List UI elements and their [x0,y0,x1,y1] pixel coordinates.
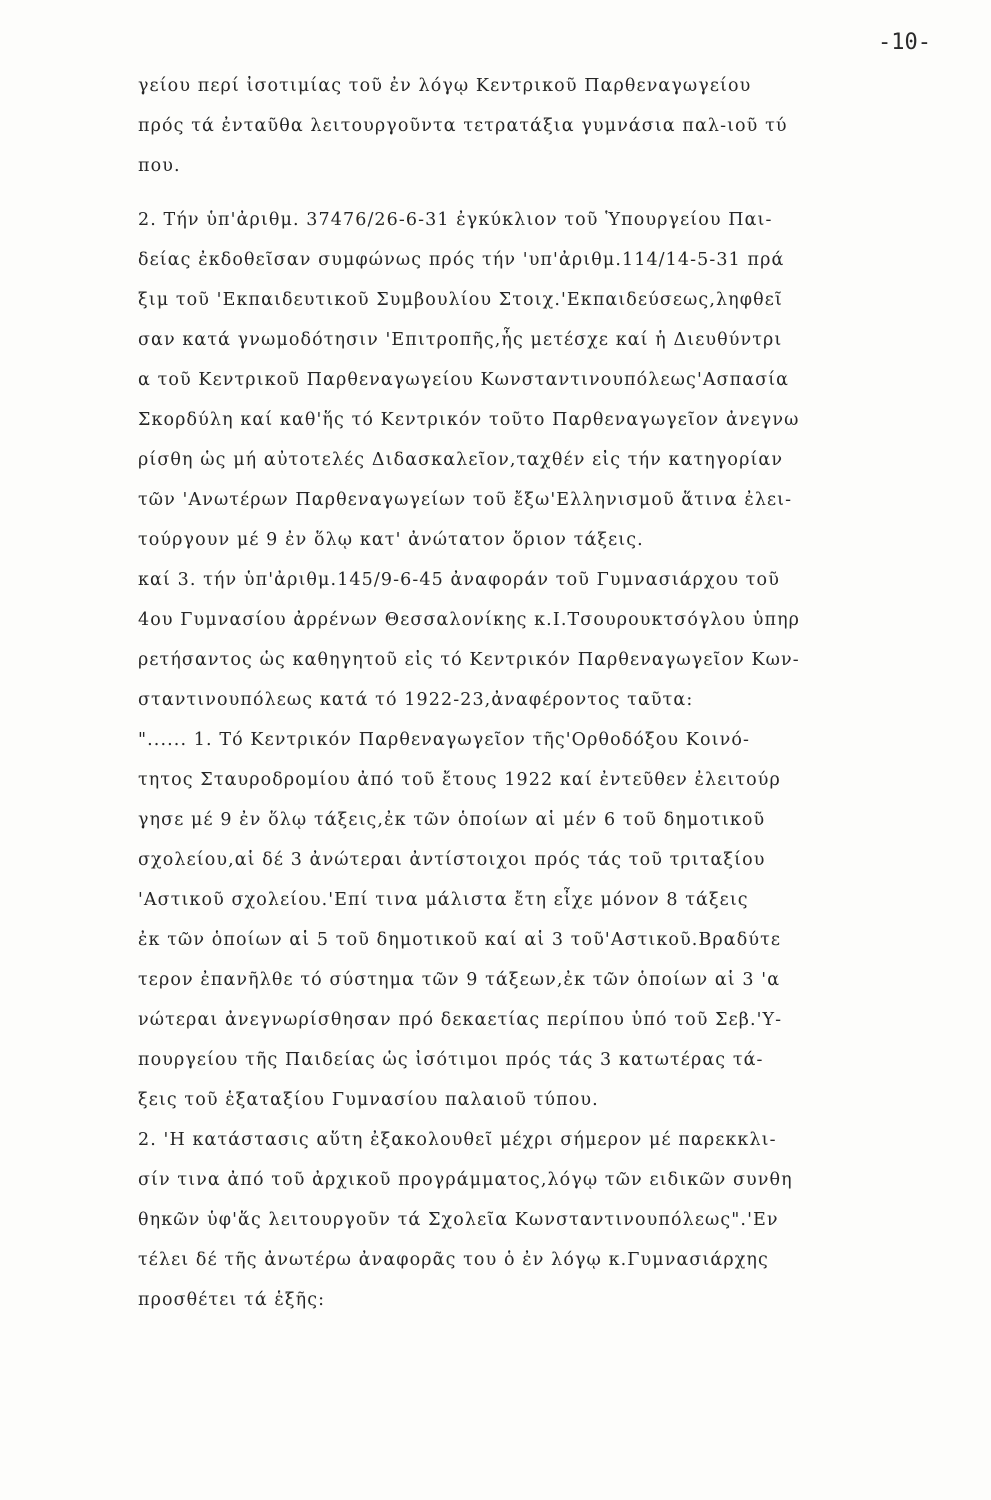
text-line: α τοῦ Κεντρικοῦ Παρθεναγωγείου Κωνσταντινουπόλεως'Ασπασία [138,370,790,390]
text-line: ξιμ τοῦ 'Εκπαιδευτικοῦ Συμβουλίου Στοιχ.'Εκπαιδεύσεως,ληφθεῖ [138,290,783,310]
text-line: τούργουν μέ 9 ἐν ὅλῳ κατ' ἀνώτατον ὅριον τάξεις. [138,530,644,550]
text-line: σχολείου,αἱ δέ 3 ἀνώτεραι ἀντίστοιχοι πρός τάς τοῦ τριταξίου [138,850,766,870]
text-line: που. [138,156,181,176]
text-line: σαν κατά γνωμοδότησιν 'Επιτροπῆς,ἧς μετέσχε καί ἡ Διευθύντρι [138,330,783,350]
text-line: 4ου Γυμνασίου ἀρρένων Θεσσαλονίκης κ.Ι.Τσουρουκτσόγλου ὑπηρ [138,610,801,630]
page-number: -10- [878,30,931,55]
text-line: 2. 'Η κατάστασις αὕτη ἐξακολουθεῖ μέχρι σήμερον μέ παρεκκλι- [138,1130,777,1150]
text-line: τέλει δέ τῆς ἀνωτέρω ἀναφορᾶς του ὁ ἐν λόγῳ κ.Γυμνασιάρχης [138,1250,769,1270]
text-line: θηκῶν ὑφ'ἅς λειτουργοῦν τά Σχολεῖα Κωνσταντινουπόλεως".'Εν [138,1210,779,1230]
text-line: ἐκ τῶν ὁποίων αἱ 5 τοῦ δημοτικοῦ καί αἱ 3 τοῦ'Αστικοῦ.Βραδύτε [138,930,782,950]
text-line: δείας ἐκδοθεῖσαν συμφώνως πρός τήν 'υπ'ἀριθμ.114/14-5-31 πρά [138,250,785,270]
text-line: πρός τά ἐνταῦθα λειτουργοῦντα τετρατάξια γυμνάσια παλ-ιοῦ τύ [138,116,788,136]
text-line: 2. Τήν ὑπ'ἀριθμ. 37476/26-6-31 ἐγκύκλιον τοῦ Ὑπουργείου Παι- [138,210,773,230]
text-line: σίν τινα ἀπό τοῦ ἀρχικοῦ προγράμματος,λόγῳ τῶν ειδικῶν συνθη [138,1170,793,1190]
text-line: σταντινουπόλεως κατά τό 1922-23,ἀναφέροντος ταῦτα: [138,690,694,710]
text-line: ρετήσαντος ὡς καθηγητοῦ εἰς τό Κεντρικόν Παρθεναγωγεῖον Κων- [138,650,800,670]
text-line: τῶν 'Ανωτέρων Παρθεναγωγείων τοῦ ἔξω'Ελληνισμοῦ ἅτινα ἐλει- [138,490,793,510]
text-line: ξεις τοῦ ἑξαταξίου Γυμνασίου παλαιοῦ τύπου. [138,1090,599,1110]
body-text [138,66,938,1320]
text-line: προσθέτει τά ἑξῆς: [138,1290,326,1310]
text-line: τητος Σταυροδρομίου ἀπό τοῦ ἔτους 1922 καί ἐντεῦθεν ἐλειτούρ [138,770,781,790]
text-line: γείου περί ἰσοτιμίας τοῦ ἐν λόγῳ Κεντρικοῦ Παρθεναγωγείου [138,76,752,96]
text-line: ρίσθη ὡς μή αὐτοτελές Διδασκαλεῖον,ταχθέν εἰς τήν κατηγορίαν [138,450,784,470]
text-line: τερον ἐπανῆλθε τό σύστημα τῶν 9 τάξεων,ἐκ τῶν ὁποίων αἱ 3 'α [138,970,781,990]
text-line: καί 3. τήν ὑπ'ἀριθμ.145/9-6-45 ἀναφοράν τοῦ Γυμνασιάρχου τοῦ [138,570,780,590]
text-line: γησε μέ 9 ἐν ὅλῳ τάξεις,ἐκ τῶν ὁποίων αἱ μέν 6 τοῦ δημοτικοῦ [138,810,766,830]
text-line: νώτεραι ἀνεγνωρίσθησαν πρό δεκαετίας περίπου ὑπό τοῦ Σεβ.'Υ- [138,1010,783,1030]
text-line: "...... 1. Τό Κεντρικόν Παρθεναγωγεῖον τῆς'Ορθοδόξου Κοινό- [138,730,750,750]
text-line: Σκορδύλη καί καθ'ἥς τό Κεντρικόν τοῦτο Παρθεναγωγεῖον ἀνεγνω [138,410,800,430]
text-line: πουργείου τῆς Παιδείας ὡς ἰσότιμοι πρός τάς 3 κατωτέρας τά- [138,1050,764,1070]
text-line: 'Αστικοῦ σχολείου.'Επί τινα μάλιστα ἔτη εἶχε μόνον 8 τάξεις [138,890,749,910]
